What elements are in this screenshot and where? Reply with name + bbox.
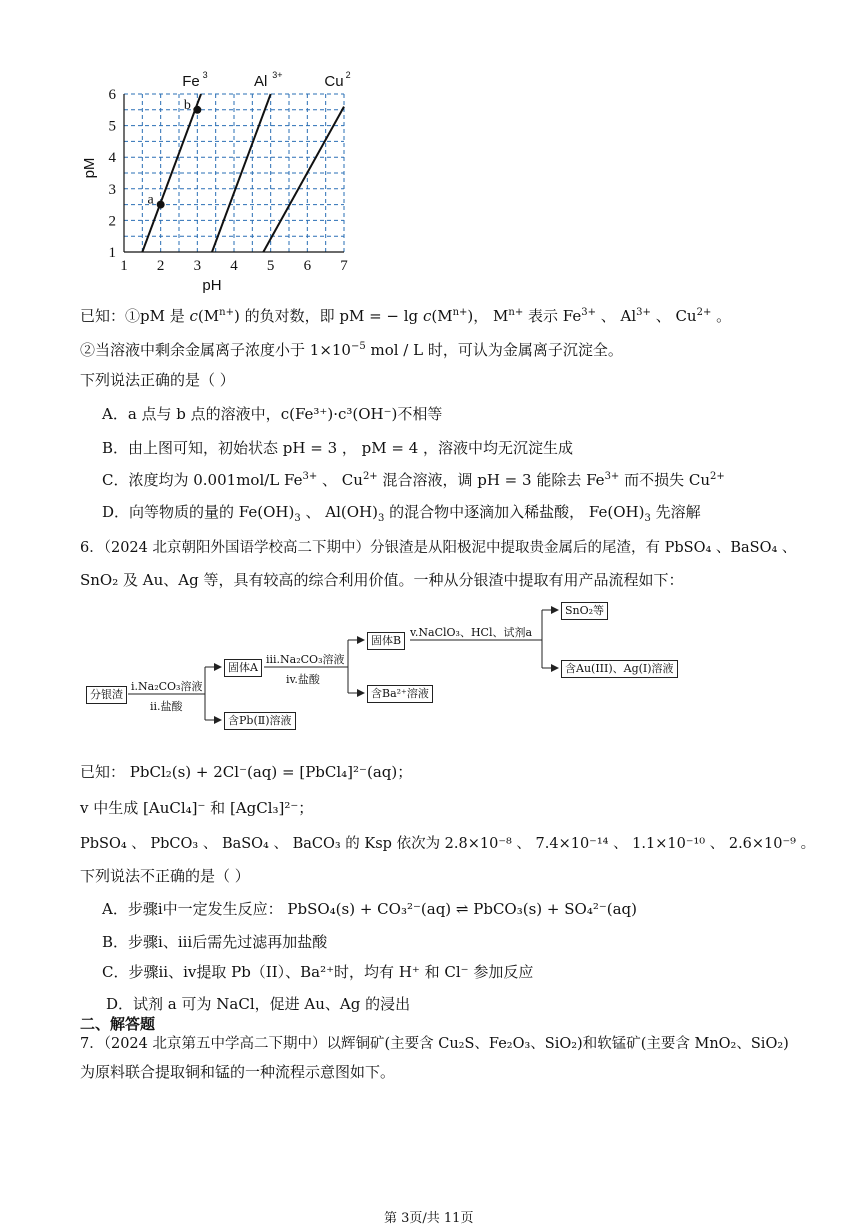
x-tick-label: 7	[340, 258, 348, 274]
q5-a-formula: c(Fe³⁺)·c³(OH⁻)	[280, 405, 398, 423]
known1-rest: 表示 Fe	[523, 307, 582, 325]
q5-d-pre: D．向等物质的量的 Fe(OH)	[102, 503, 295, 521]
chart-ticks	[81, 87, 348, 294]
series-label-fe: Fe	[182, 73, 200, 90]
q6-option-c[interactable]: C．步骤ii、iv提取 Pb（II）、Ba²⁺时，均有 H⁺ 和 Cl⁻ 参加反应	[102, 963, 534, 981]
q6-intro-line2: SnO₂ 及 Au、Ag 等，具有较高的综合利用价值。一种从分银渣中提取有用产品流程如下：	[80, 571, 684, 589]
flow-au-solution-box: 含Au(III)、Ag(I)溶液	[561, 660, 678, 678]
q5-c-mid3: 而不损失 Cu	[619, 471, 710, 489]
q6-known-2: v 中生成 [AuCl₄]⁻ 和 [AgCl₃]²⁻；	[80, 799, 314, 817]
series-label-sup: 3+	[272, 70, 283, 80]
q5-a-pre: A．a 点与 b 点的溶液中，	[102, 405, 281, 423]
known1-m1sup: n+	[219, 307, 234, 318]
flow-sno2-box: SnO₂等	[561, 602, 608, 620]
x-tick-label: 1	[120, 258, 128, 274]
data-point-label-a: a	[147, 192, 154, 208]
y-tick-label: 1	[108, 245, 116, 261]
q5-c-s1: 3+	[302, 471, 318, 482]
q5-c-pre: C．浓度均为 0.001mol/L Fe	[102, 471, 303, 489]
q5-c-mid2: 混合溶液，调 pH = 3 能除去 Fe	[377, 471, 605, 489]
y-tick-label: 2	[108, 213, 116, 230]
known1-c2: c	[422, 307, 432, 325]
q5-c-s4: 2+	[710, 471, 725, 482]
known1-m1: M	[203, 307, 220, 325]
flow-step2-bot: iv.盐酸	[286, 673, 320, 686]
flow-start-box: 分银渣	[86, 686, 127, 704]
x-tick-label: 2	[156, 258, 165, 274]
chart-grid	[124, 94, 344, 252]
x-tick-label: 5	[266, 258, 275, 274]
q5-d-mid2: 的混合物中逐滴加入稀盐酸， Fe(OH)	[384, 503, 645, 521]
q6-option-a[interactable]: A．步骤i中一定发生反应： PbSO₄(s) + CO₃²⁻(aq) ⇌ PbCO₃(s) + SO₄²⁻(aq)	[102, 900, 638, 918]
series-label-al: Al	[253, 73, 268, 90]
q5-option-d[interactable]	[102, 502, 701, 522]
series-line-fe	[142, 94, 201, 252]
q5-question: 下列说法正确的是（ ）	[80, 371, 235, 389]
known1-fe-sup: 3+	[581, 307, 596, 318]
q6-option-b[interactable]: B．步骤i、iii后需先过滤再加盐酸	[102, 933, 328, 951]
q7-line1: 7．（2024 北京第五中学高二下期中）以辉铜矿(主要含 Cu₂S、Fe₂O₃、SiO₂)和软锰矿(主要含 MnO₂、SiO₂)	[80, 1036, 789, 1052]
q5-d-s1: 3	[294, 513, 301, 524]
flow-step1-bot: ii.盐酸	[150, 700, 183, 713]
y-tick-label: 3	[108, 181, 116, 198]
flow-step3: v.NaClO₃、HCl、试剂a	[410, 626, 533, 639]
ph-pm-chart	[70, 70, 380, 300]
known1-sep1: 、 Al	[596, 307, 637, 325]
q7-line2: 为原料联合提取铜和锰的一种流程示意图如下。	[80, 1063, 396, 1081]
known1-pre: 已知：①pM 是	[80, 307, 185, 325]
chart-series	[142, 70, 350, 252]
known1-cu-sup: 2+	[696, 307, 712, 318]
q6-known-3: PbSO₄ 、 PbCO₃ 、 BaSO₄ 、 BaCO₃ 的 Ksp 依次为 2.8×10⁻⁸ 、 7.4×10⁻¹⁴ 、 1.1×10⁻¹⁰ 、 2.6×10⁻⁹ 。	[80, 836, 816, 852]
flow-ba-solution-box: 含Ba²⁺溶液	[367, 685, 433, 703]
flow-solid-b-box: 固体B	[367, 632, 405, 650]
page-footer: 第 3页/共 11页	[384, 1211, 474, 1226]
known1-sep2: 、 Cu	[650, 307, 697, 325]
x-tick-label: 4	[230, 258, 238, 274]
series-line-cu	[263, 107, 344, 252]
x-axis-label: pH	[202, 277, 222, 294]
y-axis-label: pM	[81, 157, 98, 179]
known1-end: 。	[711, 307, 732, 325]
known1-al-sup: 3+	[636, 307, 651, 318]
data-point-label-b: b	[183, 97, 191, 113]
known1-mid: 的负对数，即 pM = − lg	[244, 307, 419, 325]
known1-m2: M	[437, 307, 453, 325]
q6-known-1: 已知： PbCl₂(s) + 2Cl⁻(aq) = [PbCl₄]²⁻(aq)；	[80, 763, 413, 781]
q5-c-s3: 3+	[604, 471, 620, 482]
q5-d-mid: 、 Al(OH)	[300, 503, 378, 521]
series-label-sup: 3	[202, 70, 208, 80]
q5-d-s2: 3	[377, 513, 385, 524]
known1-c1: c	[189, 307, 198, 325]
q5-d-post: 先溶解	[650, 503, 701, 521]
series-label-cu: Cu	[324, 73, 344, 90]
q5-c-mid: 、 Cu	[317, 471, 363, 489]
y-tick-label: 5	[108, 118, 116, 135]
known2-pre: ②当溶液中剩余金属离子浓度小于 1×10	[80, 341, 351, 359]
q5-option-c[interactable]	[102, 470, 725, 490]
known1-m3: ， M	[473, 307, 509, 325]
known2-exp: −5	[350, 341, 366, 352]
q5-d-s3: 3	[644, 513, 651, 524]
series-label-sup: 2	[345, 70, 351, 80]
q5-c-s2: 2+	[362, 471, 378, 482]
flow-step1-top: i.Na₂CO₃溶液	[131, 680, 203, 693]
known-2-line	[80, 340, 623, 360]
q5-option-a[interactable]	[102, 404, 442, 424]
data-point-a	[157, 201, 165, 209]
flow-solid-a-box: 固体A	[224, 659, 262, 677]
known2-post: mol / L 时，可认为金属离子沉淀全。	[365, 341, 623, 359]
y-tick-label: 4	[108, 150, 116, 167]
flow-pb-solution-box: 含Pb(Ⅱ)溶液	[224, 712, 296, 730]
x-tick-label: 6	[303, 258, 312, 274]
flow-step2-top: iii.Na₂CO₃溶液	[266, 653, 345, 666]
q6-intro-line1: 6．（2024 北京朝阳外国语学校高二下期中）分银渣是从阳极泥中提取贵金属后的尾渣，有 PbSO₄ 、BaSO₄ 、	[80, 540, 797, 556]
y-tick-label: 6	[108, 87, 116, 103]
known-1-line: 已知：①pM 是 $c(M^{n+})$ 的负对数，即 pM = − $\lg c(M^{n+})$， $M^{n+}$ 表示 $Fe^{3+}$ 、 $Al^{3+}$ 、 $Cu^{2+}$ 。	[80, 307, 732, 325]
x-tick-label: 3	[193, 258, 202, 274]
known1-m3sup: n+	[508, 307, 524, 318]
known1-m2sup: n+	[452, 307, 468, 318]
q6-option-d[interactable]: D．试剂 a 可为 NaCl，促进 Au、Ag 的浸出	[106, 995, 411, 1013]
q5-option-b[interactable]: B．由上图可知，初始状态 pH = 3 ， pM = 4 ，溶液中均无沉淀生成	[102, 439, 574, 457]
series-line-al	[212, 94, 271, 252]
flow-arrows	[0, 596, 868, 736]
q6-question: 下列说法不正确的是（ ）	[80, 867, 250, 885]
data-point-b	[193, 106, 201, 114]
section-heading: 二、解答题	[80, 1015, 156, 1033]
q5-a-post: 不相等	[397, 405, 443, 423]
